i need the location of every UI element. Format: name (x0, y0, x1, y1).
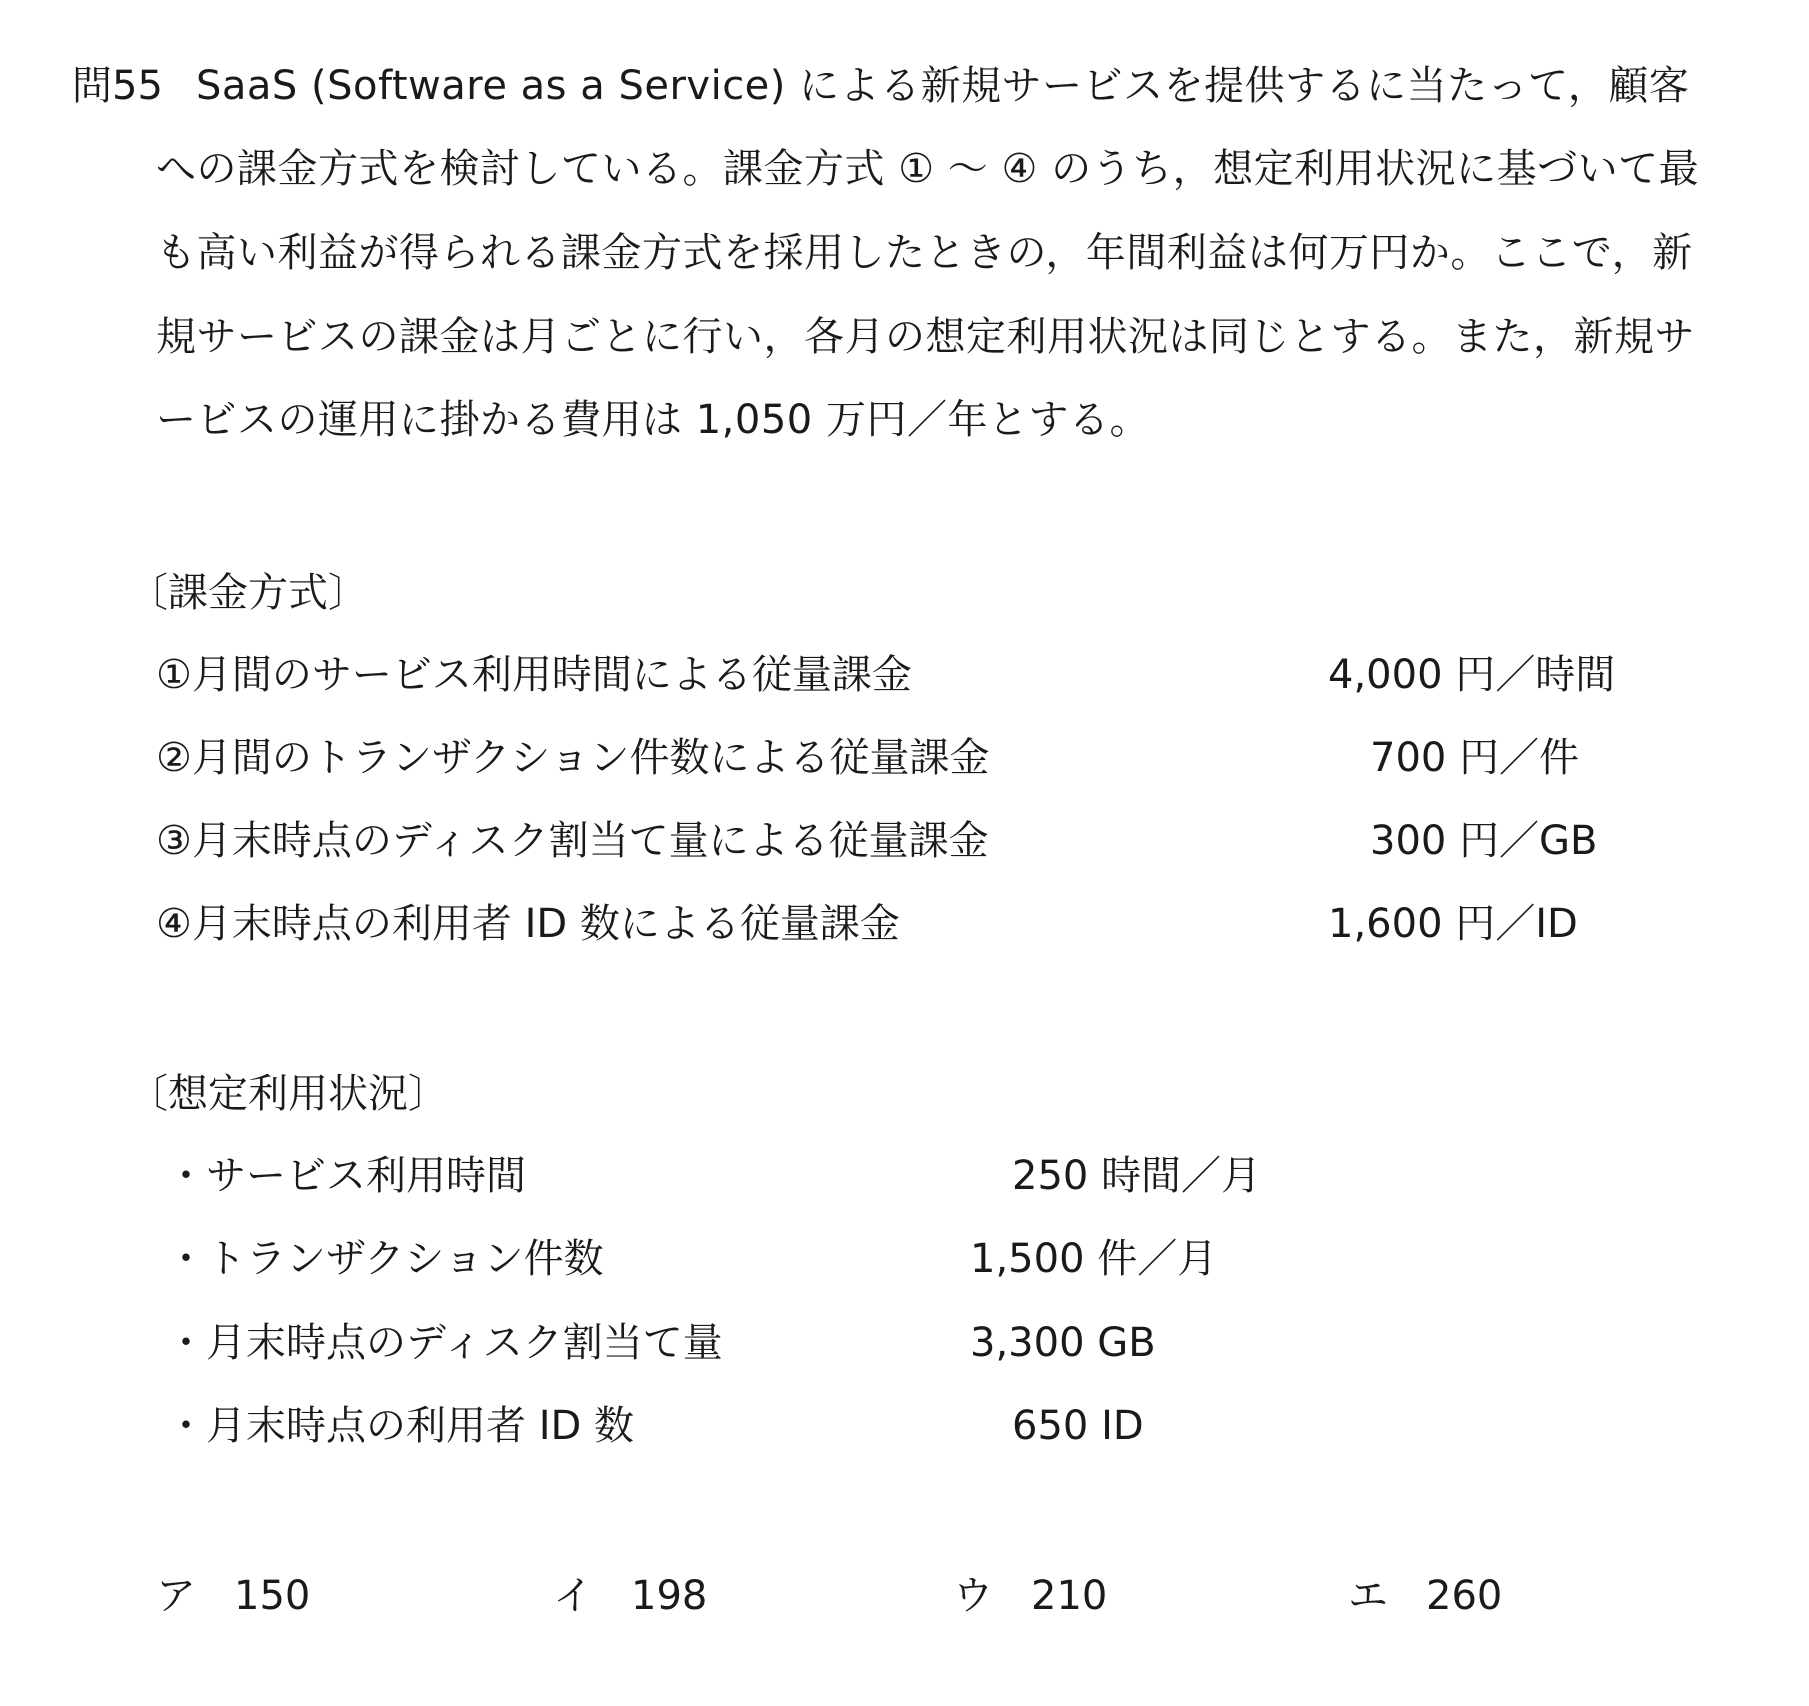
billing-item-rate: 4,000 円／時間 (1328, 652, 1616, 698)
billing-item-label: ④月末時点の利用者 ID 数による従量課金 (156, 901, 900, 947)
choice-value: 260 (1426, 1573, 1503, 1619)
usage-item-label: ・サービス利用時間 (166, 1153, 526, 1199)
question-line: も高い利益が得られる課金方式を採用したときの，年間利益は何万円か。ここで，新 (156, 230, 1693, 276)
question-line: への課金方式を検討している。課金方式 ① ～ ④ のうち，想定利用状況に基づいて最 (156, 146, 1700, 192)
choice-value: 210 (1031, 1573, 1108, 1619)
usage-item-label: ・トランザクション件数 (166, 1236, 604, 1282)
answer-choice-a[interactable] (156, 1573, 311, 1619)
usage-section-title: 〔想定利用状況〕 (128, 1071, 448, 1117)
usage-item-value: 250 時間／月 (1012, 1153, 1262, 1199)
choice-key: ウ (953, 1573, 993, 1619)
question-line: SaaS (Software as a Service) による新規サービスを提供するに当たって，顧客 (196, 63, 1690, 109)
billing-item-rate: 700 円／件 (1370, 735, 1580, 781)
billing-item-rate: 1,600 円／ID (1328, 901, 1578, 947)
question-line: 規サービスの課金は月ごとに行い，各月の想定利用状況は同じとする。また，新規サ (156, 314, 1695, 360)
usage-item-value: 650 ID (1012, 1403, 1144, 1449)
answer-choice-i[interactable] (553, 1573, 708, 1619)
billing-section-title: 〔課金方式〕 (128, 570, 368, 616)
billing-item-label: ①月間のサービス利用時間による従量課金 (156, 652, 912, 698)
usage-item-value: 1,500 件／月 (970, 1236, 1218, 1282)
answer-choice-e[interactable] (1348, 1573, 1503, 1619)
choice-key: イ (553, 1573, 593, 1619)
usage-item-value: 3,300 GB (970, 1320, 1156, 1366)
choice-value: 198 (631, 1573, 708, 1619)
usage-item-label: ・月末時点のディスク割当て量 (166, 1320, 723, 1366)
question-number: 問55 (72, 63, 163, 109)
usage-item-label: ・月末時点の利用者 ID 数 (166, 1403, 635, 1449)
choice-key: ア (156, 1573, 196, 1619)
choice-value: 150 (234, 1573, 311, 1619)
billing-item-label: ③月末時点のディスク割当て量による従量課金 (156, 818, 989, 864)
billing-item-rate: 300 円／GB (1370, 818, 1598, 864)
choice-key: エ (1348, 1573, 1388, 1619)
billing-item-label: ②月間のトランザクション件数による従量課金 (156, 735, 990, 781)
answer-choice-u[interactable] (953, 1573, 1108, 1619)
question-line: ービスの運用に掛かる費用は 1,050 万円／年とする。 (156, 397, 1150, 443)
